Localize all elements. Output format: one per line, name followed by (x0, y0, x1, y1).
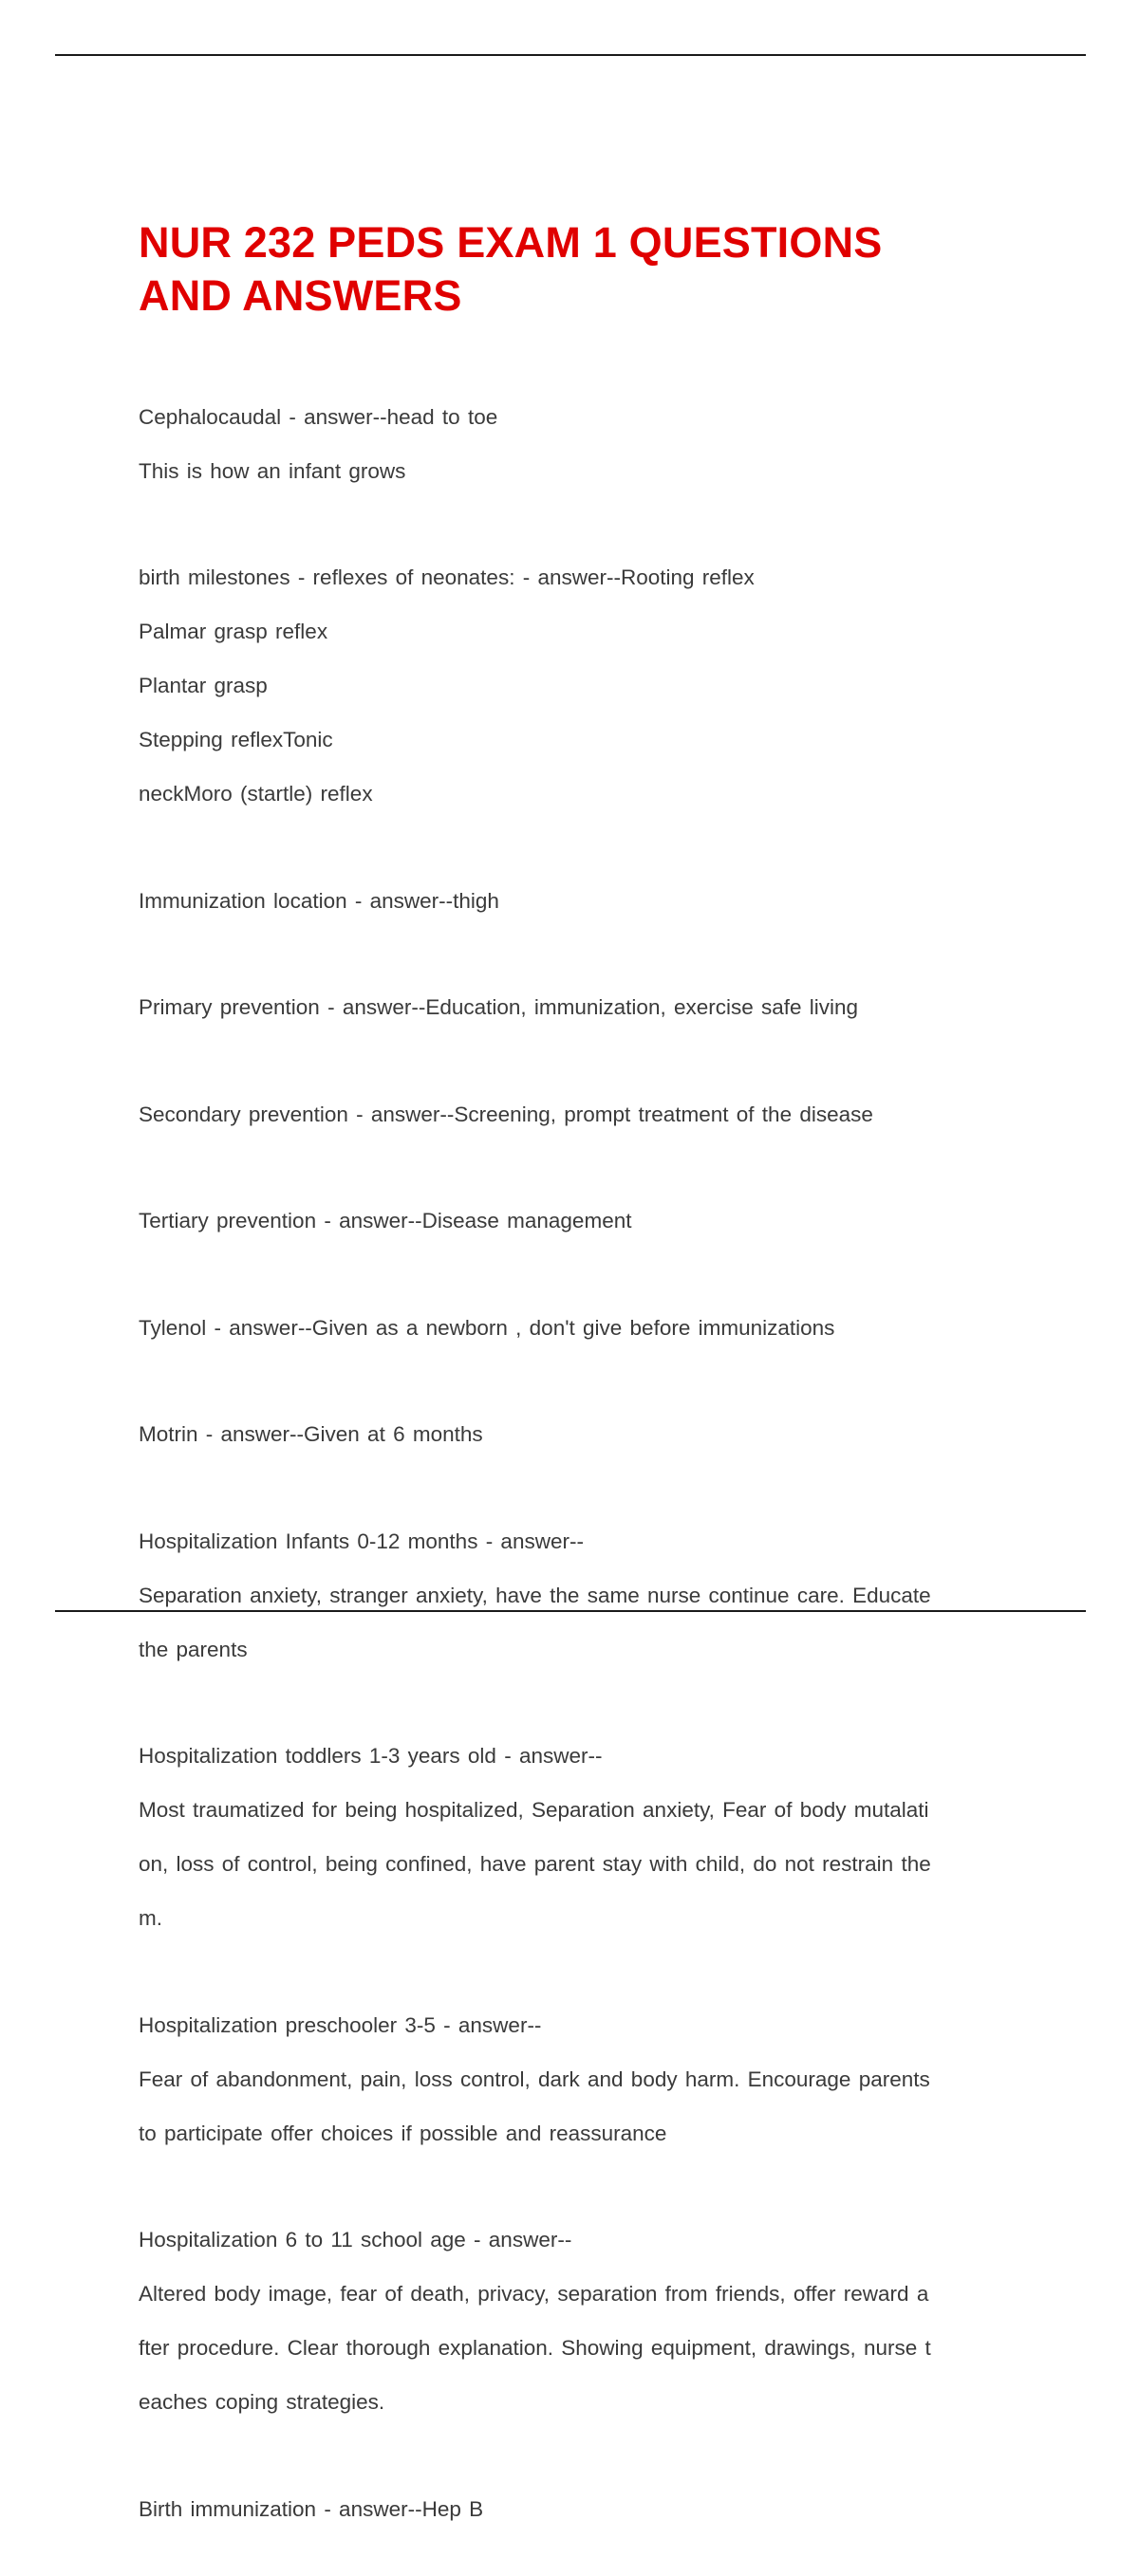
qa-line: Motrin - answer--Given at 6 months (139, 1422, 483, 1446)
qa-line: Tylenol - answer--Given as a newborn , don't give before immunizations (139, 1315, 835, 1340)
qa-line: Hospitalization 6 to 11 school age - answer-- (139, 2228, 572, 2252)
qa-line: Separation anxiety, stranger anxiety, have the same nurse continue care. Educate (139, 1583, 931, 1607)
qa-line: Primary prevention - answer--Education, immunization, exercise safe living (139, 995, 859, 1019)
qa-line: Plantar grasp (139, 674, 268, 697)
qa-line: This is how an infant grows (139, 458, 406, 483)
qa-line: Palmar grasp reflex (139, 620, 328, 643)
qa-line: to participate offer choices if possible and reassurance (139, 2121, 667, 2145)
qa-line: the parents (139, 1637, 248, 1661)
title-line-2: AND ANSWERS (139, 271, 462, 320)
top-rule (55, 54, 1086, 56)
qa-item (139, 2200, 1004, 2444)
qa-line: on, loss of control, being confined, have parent stay with child, do not restrain the (139, 1852, 931, 1876)
qa-line: neckMoro (startle) reflex (139, 782, 373, 806)
qa-item (139, 968, 1004, 1049)
qa-line: Stepping reflexTonic (139, 728, 333, 751)
qa-line: Immunization location - answer--thigh (139, 888, 499, 913)
qa-line: m. (139, 1906, 162, 1930)
qa-list (139, 377, 1004, 2550)
qa-item (139, 377, 1004, 512)
qa-line: Birth immunization - answer--Hep B (139, 2496, 484, 2521)
qa-line: Hospitalization preschooler 3-5 - answer-- (139, 2012, 542, 2037)
qa-item (139, 1288, 1004, 1369)
qa-line: eaches coping strategies. (139, 2390, 385, 2414)
qa-line: Altered body image, fear of death, privacy, separation from friends, offer reward a (139, 2282, 929, 2306)
qa-item (139, 1716, 1004, 1960)
qa-item (139, 1395, 1004, 1476)
qa-item (139, 1501, 1004, 1691)
qa-line: Hospitalization toddlers 1-3 years old - answer-- (139, 1744, 603, 1768)
qa-line: birth milestones - reflexes of neonates: - answer--Rooting reflex (139, 565, 755, 589)
qa-line: Tertiary prevention - answer--Disease management (139, 1209, 632, 1232)
qa-item (139, 2469, 1004, 2550)
qa-item (139, 538, 1004, 836)
title-line-1: NUR 232 PEDS EXAM 1 QUESTIONS (139, 218, 883, 267)
qa-item (139, 1074, 1004, 1156)
qa-line: Cephalocaudal - answer--head to toe (139, 404, 498, 429)
qa-item (139, 1985, 1004, 2175)
document-body (139, 216, 1004, 2576)
document-title (139, 216, 1004, 323)
qa-item (139, 1181, 1004, 1263)
qa-line: Secondary prevention - answer--Screening, prompt treatment of the disease (139, 1102, 873, 1126)
qa-line: Hospitalization Infants 0-12 months - answer-- (139, 1529, 584, 1553)
qa-item (139, 861, 1004, 942)
qa-line: fter procedure. Clear thorough explanation. Showing equipment, drawings, nurse t (139, 2336, 931, 2360)
bottom-rule (55, 1610, 1086, 1612)
qa-line: Most traumatized for being hospitalized, Separation anxiety, Fear of body mutalati (139, 1798, 929, 1822)
qa-line: Fear of abandonment, pain, loss control, dark and body harm. Encourage parents (139, 2066, 930, 2091)
